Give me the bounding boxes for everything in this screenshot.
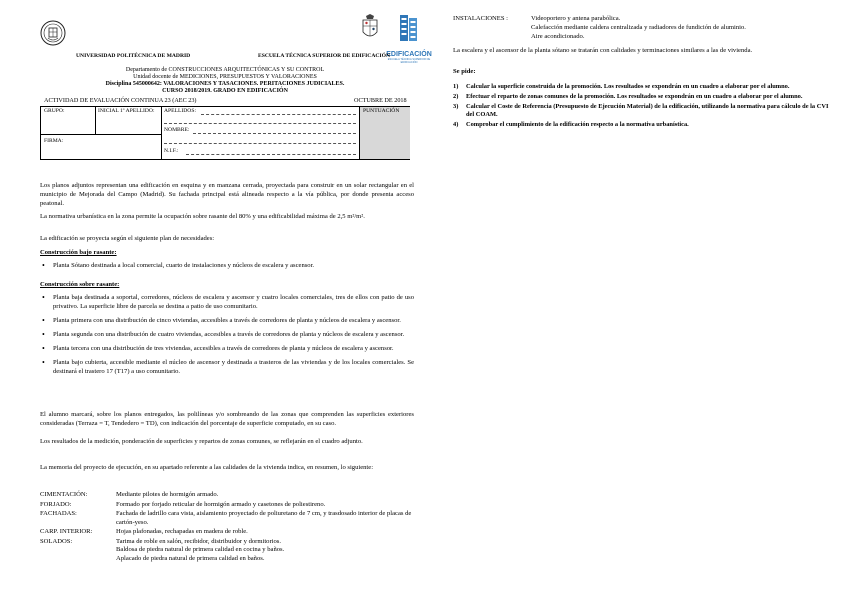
requirements-title: Se pide: bbox=[453, 68, 476, 75]
below-grade-list bbox=[40, 261, 414, 275]
student-form bbox=[40, 106, 410, 160]
above-grade-title: Construcción sobre rasante: bbox=[40, 281, 120, 288]
subject: Disciplina 545000642: VALORACIONES Y TASACIONES. PERITACIONES JUDICIALES. bbox=[105, 81, 345, 87]
below-grade-title: Construcción bajo rasante: bbox=[40, 249, 117, 256]
intro-paragraph-3: La edificación se proyecta según el siguiente plan de necesidades: bbox=[40, 235, 215, 242]
upm-seal-logo bbox=[40, 20, 66, 46]
intro-paragraph-2: La normativa urbanística en la zona permite la ocupación sobre rasante del 80% y una edificabilidad máxima de 2,5 m²/m². bbox=[40, 213, 365, 220]
school-crest-logo bbox=[360, 14, 380, 42]
score-label: PUNTUACIÓN bbox=[363, 108, 400, 114]
university-name: UNIVERSIDAD POLITÉCNICA DE MADRID bbox=[76, 53, 191, 59]
list-item: 3) Calcular el Coste de Referencia (Presupuesto de Ejecución Material) de la edificación, utilizando la normativa para cálculo de la CVI del COAM. bbox=[453, 103, 829, 118]
student-instructions: El alumno marcará, sobre los planos entregados, las polilíneas y/o sombreando de las zonas que comprenden las superficies exteriores consideradas (Terraza = T, Tendedero = TD), con indicación del porcentaje de superficie computado, en su caso. bbox=[40, 411, 414, 427]
list-item: • Planta segunda con una distribución de cuatro viviendas, accesibles a través de corredores de planta y núcleos de escalera y ascensor. bbox=[40, 330, 414, 339]
activity-title: ACTIVIDAD DE EVALUACIÓN CONTINUA 23 (AEC 23) bbox=[44, 97, 197, 104]
requirements-list bbox=[453, 83, 829, 131]
installations-list: Videoportero y antena parabólica. Calefacción mediante caldera centralizada y radiadores de fundición de aluminio. Aire acondicionado. bbox=[531, 15, 746, 40]
list-item: • Planta Sótano destinada a local comercial, cuarto de instalaciones y núcleos de escalera y ascensor. bbox=[40, 261, 414, 270]
list-item: 2) Efectuar el reparto de zonas comunes de la promoción. Los resultados se expondrán en un cuadro a elaborar por el alumno. bbox=[453, 93, 803, 100]
activity-date: OCTUBRE DE 2018 bbox=[354, 97, 407, 104]
surname-field[interactable] bbox=[201, 114, 356, 115]
table-row: SOLADOS: Tarima de roble en salón, recibidor, distribuidor y dormitorios. Baldosa de piedra natural de primera calidad en cocina y baños. Aplacado de piedra natural de primera calidad en baños. bbox=[40, 537, 285, 562]
signature-label: FIRMA: bbox=[44, 138, 64, 144]
edificacion-logo: EDIFICACIÓN ESCUELA TÉCNICA SUPERIOR DE EDIFICACIÓN bbox=[386, 14, 432, 58]
list-item: 4) Comprobar el cumplimiento de la edificación respecto a la normativa urbanística. bbox=[453, 121, 689, 128]
table-row: FACHADAS: Fachada de ladrillo cara vista, aislamiento proyectado de poliuretano de 7 cm, y trasdosado interior de placas de cartón-yeso. bbox=[40, 510, 412, 526]
name-field-2[interactable] bbox=[164, 143, 356, 144]
memory-intro: La memoria del proyecto de ejecución, en su apartado referente a las calidades de la vivienda indica, en resumen, lo siguiente: bbox=[40, 464, 374, 471]
nif-field[interactable] bbox=[186, 154, 356, 155]
intro-paragraph-1: Los planos adjuntos representan una edificación en esquina y en manzana cerrada, proyectada para construir en un solar rectangular en el municipio de Mejorada del Campo (Madrid). Su fachada principal está alineada respecto a la vía pública, por donde presenta acceso peatonal. bbox=[40, 182, 414, 207]
stair-note: La escalera y el ascensor de la planta sótano se tratarán con calidades y terminaciones similares a las de vivienda. bbox=[453, 47, 753, 54]
initial-label: INICIAL 1º APELLIDO: bbox=[98, 108, 155, 114]
table-row: CIMENTACIÓN: Mediante pilotes de hormigón armado. bbox=[40, 491, 219, 498]
list-item: • Planta tercera con una distribución de tres viviendas, accesibles a través de corredores de planta y núcleos de escalera y ascensor. bbox=[40, 344, 414, 353]
list-item: • Planta primera con una distribución de cinco viviendas, accesibles a través de corredores de planta y núcleos de escalera y ascensor. bbox=[40, 316, 414, 325]
department: Departamento de CONSTRUCCIONES ARQUITECTÓNICAS Y SU CONTROL bbox=[125, 67, 325, 73]
nif-label: N.I.F.: bbox=[164, 148, 179, 154]
table-row: FORJADO: Formado por forjado reticular de hormigón armado y casetones de poliestireno. bbox=[40, 500, 326, 508]
table-row: CARP. INTERIOR: Hojas plafonadas, rechapadas en madera de roble. bbox=[40, 528, 248, 535]
surname-field-2[interactable] bbox=[164, 123, 356, 124]
school-name: ESCUELA TÉCNICA SUPERIOR DE EDIFICACIÓN bbox=[258, 53, 390, 59]
name-field[interactable] bbox=[193, 133, 356, 134]
qualities-table bbox=[40, 491, 418, 564]
surname-label: APELLIDOS: bbox=[164, 108, 197, 114]
installations-label: INSTALACIONES : bbox=[453, 15, 508, 22]
teaching-unit: Unidad docente de MEDICIONES, PRESUPUESTOS Y VALORACIONES bbox=[133, 74, 317, 80]
results-note: Los resultados de la medición, ponderación de superficies y repartos de zonas comunes, se reflejarán en el cuadro adjunto. bbox=[40, 438, 363, 445]
name-label: NOMBRE: bbox=[164, 127, 190, 133]
list-item: • Planta baja destinada a soportal, corredores, núcleos de escalera y ascensor y cuatro locales comerciales, tres de ellos con patio de uso privativo. La superficie libre de parcela se destina a patio de uso comunitario. bbox=[40, 293, 414, 311]
group-label: GRUPO: bbox=[44, 108, 65, 114]
list-item: 1) Calcular la superficie construida de la promoción. Los resultados se expondrán en un cuadro a elaborar por el alumno. bbox=[453, 83, 790, 90]
above-grade-list bbox=[40, 293, 414, 381]
course: CURSO 2018/2019. GRADO EN EDIFICACIÓN bbox=[162, 88, 288, 94]
list-item: • Planta bajo cubierta, accesible mediante el núcleo de ascensor y destinada a trasteros de las viviendas y de los locales comerciales. Se destinará el trastero 17 (T17) a uso comunitario. bbox=[40, 358, 414, 376]
